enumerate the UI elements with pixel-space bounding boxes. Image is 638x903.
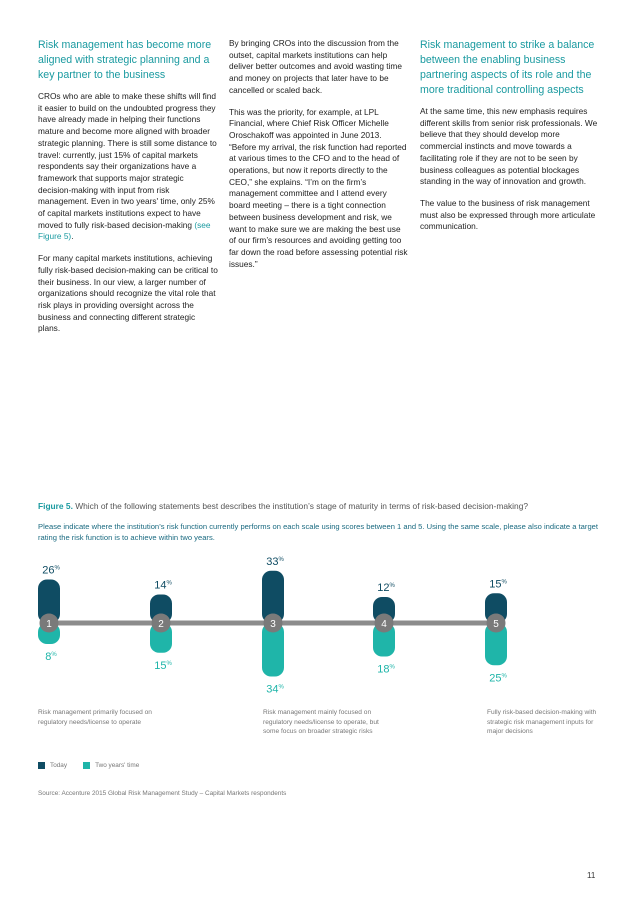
- value-label-today-1: 26%: [42, 564, 60, 577]
- chart-legend: [38, 762, 155, 769]
- heading-strategic-planning: Risk management has become more aligned with strategic planning and a key partner to the business: [38, 39, 212, 81]
- figure-reference-link[interactable]: (see Figure 5): [38, 219, 211, 242]
- heading-balance: Risk management to strike a balance between the enabling business partnering aspects of its role and the more traditional controlling aspects: [420, 39, 595, 96]
- paragraph: By bringing CROs into the discussion from the outset, capital markets institutions can help deliver better outcomes and avoid wasting time and money on projects that later have to be cancelled or scaled back.: [229, 38, 402, 95]
- figure-source: Source: Accenture 2015 Global Risk Management Study – Capital Markets respondents: [38, 790, 287, 797]
- legend-item-today: [38, 762, 67, 769]
- scale-label-3: 3: [270, 619, 276, 630]
- value-label-today-5: 15%: [489, 578, 507, 591]
- value-label-two-years-4: 18%: [377, 663, 395, 676]
- period: .: [71, 231, 74, 242]
- paragraph-text: CROs who are able to make these shifts will find it easier to build on the undoubted progress they have already made in helping their functions mature and become more aligned with broader strategic planning. There is still some distance to travel: currently, just 15% of capital markets respondents say their organizations have a framework that supports major strategic decision-making with input from risk management. Even in two years' time, only 25% of capital markets institutions expect to have moved to fully risk-based decision-making: [38, 91, 217, 230]
- legend-label-today: Today: [50, 762, 68, 769]
- scale-label-4: 4: [381, 619, 387, 630]
- legend-item-two-years: [83, 762, 139, 769]
- legend-swatch-today: [38, 762, 45, 769]
- scale-description-left: Risk management primarily focused on regulatory needs/license to operate: [38, 709, 152, 726]
- scale-label-5: 5: [493, 619, 499, 630]
- legend-label-two-years: Two years' time: [95, 762, 140, 769]
- value-label-two-years-1: 8%: [45, 651, 57, 663]
- figure-question: Which of the following statements best describes the institution’s stage of maturity in terms of risk-based decision-making?: [75, 501, 529, 511]
- figure-label: Figure 5.: [38, 501, 73, 511]
- page-number: 11: [587, 871, 596, 880]
- paragraph: For many capital markets institutions, achieving fully risk-based decision-making can be critical to their business. In our view, a larger number of organizations should recognize the vital role that risk plays in providing oversight across the business and connecting different strategic plans.: [38, 253, 218, 334]
- scale-description-middle: Risk management mainly focused on regulatory needs/license to operate, but some focus on broader strategic risks: [263, 709, 379, 736]
- value-label-today-3: 33%: [266, 555, 284, 568]
- scale-label-2: 2: [158, 619, 164, 630]
- legend-swatch-two-years: [83, 762, 90, 769]
- paragraph: This was the priority, for example, at LPL Financial, where Chief Risk Officer Michelle Oroschakoff was appointed in June 2013. “Before my arrival, the risk function had reported at various times to the CFO and to the head of operations, but now it reports directly to the CEO,” she explains. “I’m on the firm’s management committee and I attend every board meeting – there is a tight connection between business development and risk, we want to make sure we are making the best use of our firm’s resources and avoiding getting too far down the road before assessing potential risk issues.”: [229, 106, 408, 269]
- paragraph: At the same time, this new emphasis requires different skills from senior risk professionals. We believe that they should develop more commercial instincts and move towards a facilitating role if they are not to be seen by business colleagues as potential blockages standing in the way of innovation and growth.: [420, 106, 598, 187]
- scale-description-right: Fully risk-based decision-making with strategic risk management inputs for major decisions: [487, 709, 597, 736]
- scale-label-1: 1: [46, 619, 52, 630]
- value-label-today-2: 14%: [154, 579, 172, 592]
- paragraph: The value to the business of risk management must also be expressed through more articulate communication.: [420, 197, 596, 232]
- value-label-two-years-2: 15%: [154, 659, 172, 672]
- value-label-two-years-5: 25%: [489, 672, 507, 685]
- figure-subtitle: Please indicate where the institution’s risk function currently performs on each scale using scores between 1 and 5. Using the same scale, please also indicate a target rating the risk function is to achieve within two years.: [38, 522, 598, 543]
- value-label-today-4: 12%: [377, 582, 395, 594]
- value-label-two-years-3: 34%: [266, 683, 284, 696]
